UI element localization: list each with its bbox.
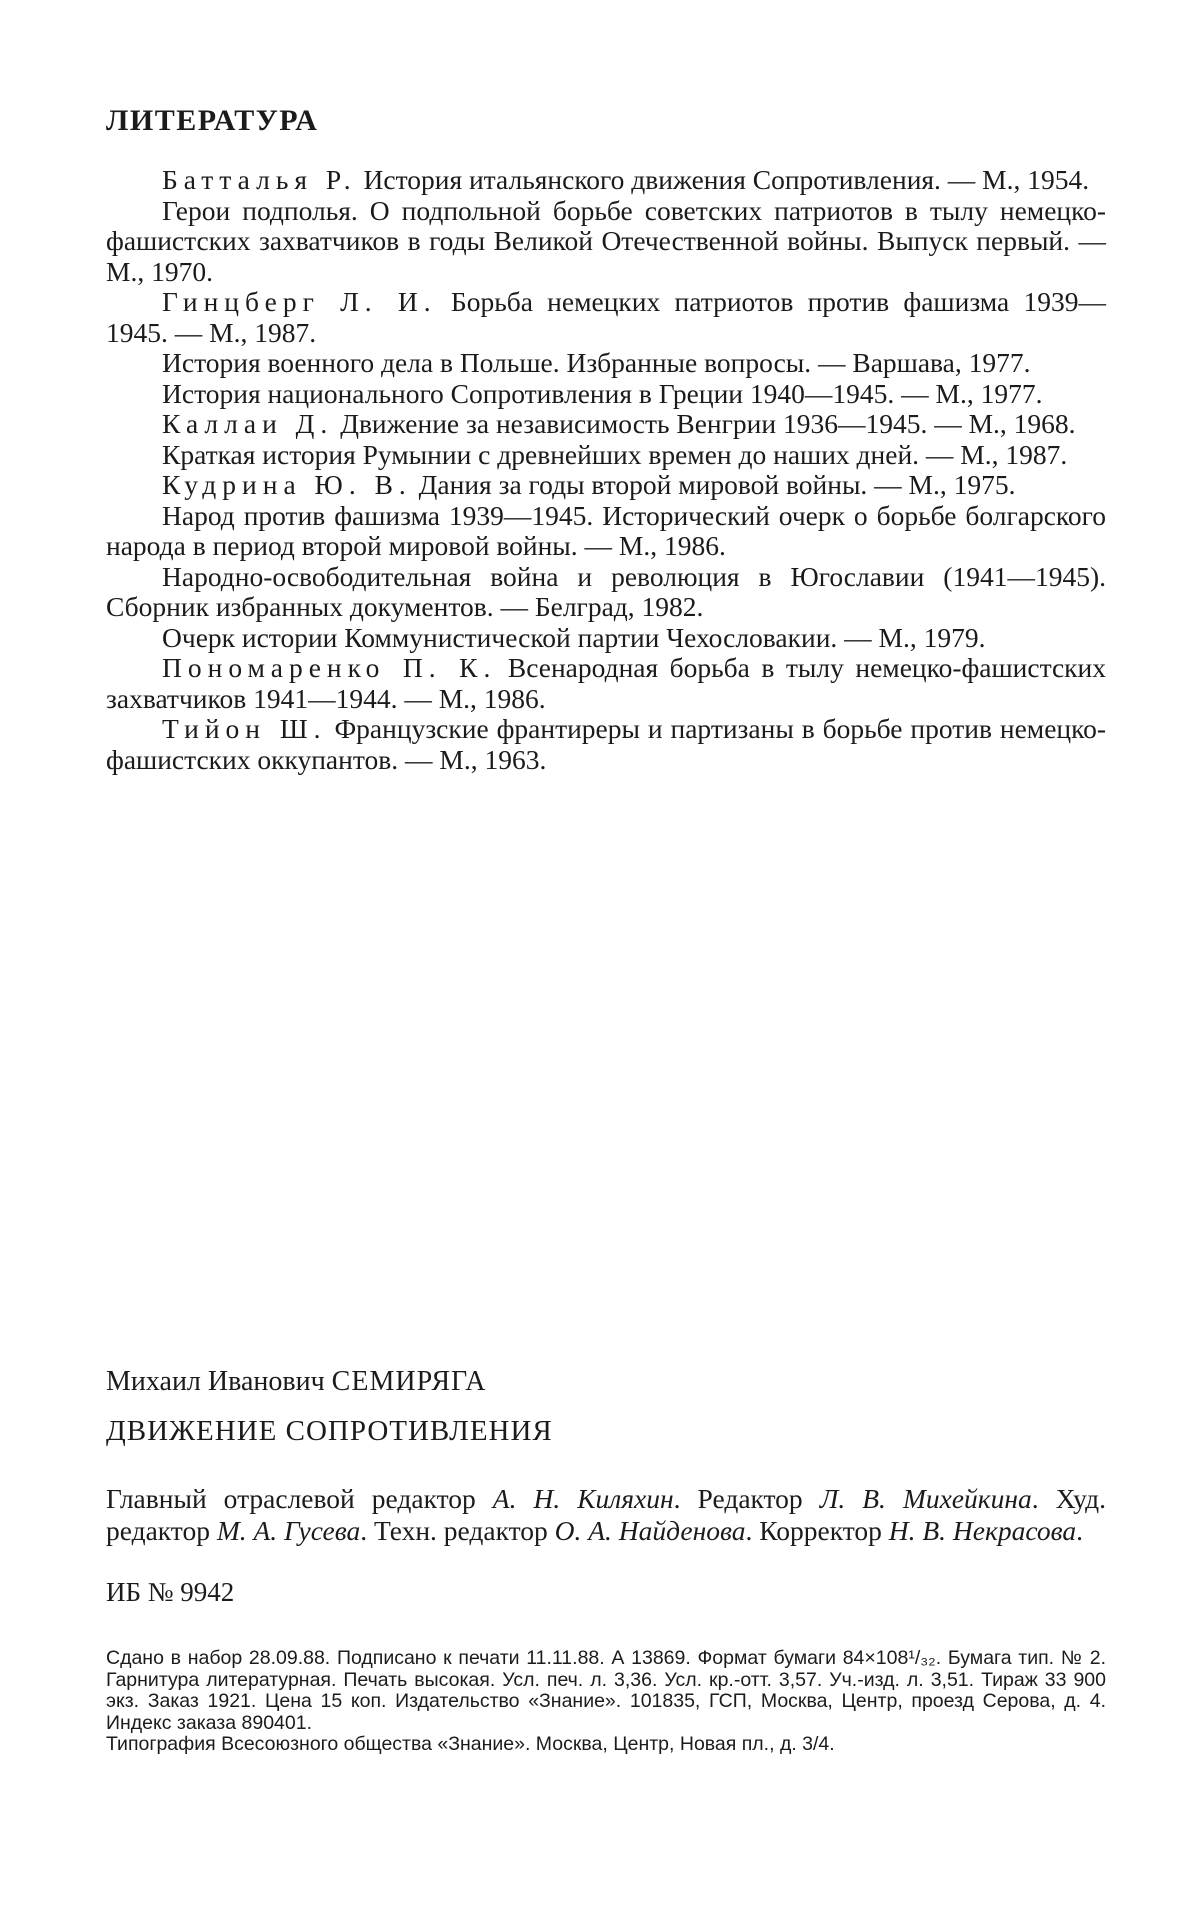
tech-editor-label: Техн. редактор: [374, 1515, 548, 1546]
ib-number: ИБ № 9942: [106, 1577, 235, 1607]
book-author: [106, 1365, 1106, 1399]
bibliography-entry: [106, 409, 1106, 440]
tech-editor-name: О. А. Найденова: [554, 1515, 746, 1546]
chief-editor-label: Главный отраслевой редактор: [106, 1483, 476, 1514]
bibliography-entry: [106, 348, 1106, 379]
colophon: [106, 1365, 1106, 1756]
entry-text: Народно-освободительная война и революция в Югославии (1941—1945). Сборник избранных документов. — Белград, 1982.: [106, 560, 1106, 622]
entry-text: Очерк истории Коммунистической партии Чехословакии. — М., 1979.: [162, 621, 986, 653]
entry-author: Каллаи Д.: [162, 408, 334, 439]
bibliography-entry: [106, 196, 1106, 288]
entry-text: История военного дела в Польше. Избранные вопросы. — Варшава, 1977.: [162, 347, 1031, 378]
chief-editor-name: А. Н. Киляхин: [492, 1483, 674, 1514]
entry-author: Батталья Р.: [162, 164, 357, 195]
bibliography-entry: [106, 653, 1106, 714]
entry-text: Всенародная борьба в тылу немецко-фашистских захватчиков 1941—1944. — М., 1986.: [106, 652, 1106, 714]
entry-author: Кудрина Ю. В.: [162, 469, 412, 500]
entry-text: Борьба немецких патриотов против фашизма 1939—1945. — М., 1987.: [106, 286, 1106, 348]
bibliography-entry: [106, 623, 1106, 654]
entry-text: Дания за годы второй мировой войны. — М., 1975.: [411, 469, 1016, 500]
entry-author: Гинцберг Л. И.: [162, 286, 437, 317]
entry-text: Герои подполья. О подпольной борьбе советских патриотов в тылу немецко-фашистских захватчиков в годы Великой Отечественной войны. Выпуск первый. — М., 1970.: [106, 194, 1106, 287]
bibliography-entry: [106, 287, 1106, 348]
proofreader-label: Корректор: [759, 1515, 882, 1546]
bibliography-entry: [106, 379, 1106, 410]
bibliography-entry: [106, 470, 1106, 501]
bibliography-entry: [106, 714, 1106, 775]
editorial-credits: Главный отраслевой редактор А. Н. Киляхин. Редактор Л. В. Михейкина. Худ. редактор М. А. Гусева. Техн. редактор О. А. Найденова. Корректор Н. В. Некрасова.: [106, 1483, 1107, 1546]
imprint-text: Сдано в набор 28.09.88. Подписано к печати 11.11.88. А 13869. Формат бумаги 84×108¹/₃₂. Бумага тип. № 2. Гарнитура литературная. Печать высокая. Усл. печ. л. 3,36. Усл. кр.-отт. 3,57. Уч.-изд. л. 3,51. Тираж 33 900 экз. Заказ 1921. Цена 15 коп. Издательство «Знание». 101835, ГСП, Москва, Центр, проезд Серова, д. 4. Индекс заказа 890401.: [106, 1647, 1106, 1734]
entry-text: Народ против фашизма 1939—1945. Исторический очерк о борьбе болгарского народа в период второй мировой войны. — М., 1986.: [106, 499, 1106, 561]
literature-heading: ЛИТЕРАТУРА: [106, 104, 319, 137]
bibliography-entry: [106, 501, 1106, 562]
entry-text: Французские франтиреры и партизаны в борьбе против немецко-фашистских оккупантов. — М., 1963.: [106, 713, 1106, 775]
bibliography-list: [106, 165, 1106, 775]
art-editor-label: Худ. редактор: [106, 1483, 1107, 1546]
proofreader-name: Н. В. Некрасова: [888, 1515, 1077, 1546]
bibliography-entry: [106, 562, 1106, 623]
entry-text: История национального Сопротивления в Греции 1940—1945. — М., 1977.: [162, 377, 1043, 409]
editor-label: Редактор: [697, 1483, 803, 1514]
book-title: ДВИЖЕНИЕ СОПРОТИВЛЕНИЯ: [106, 1415, 553, 1447]
author-surname: СЕМИРЯГА: [331, 1366, 487, 1397]
imprint-details: [106, 1648, 1106, 1756]
art-editor-name: М. А. Гусева: [216, 1515, 361, 1546]
bibliography-entry: [106, 165, 1106, 196]
entry-author: Тийон Ш.: [162, 713, 327, 744]
bibliography-entry: [106, 440, 1106, 471]
entry-author: Пономаренко П. К.: [162, 652, 497, 683]
entry-text: Краткая история Румынии с древнейших времен до наших дней. — М., 1987.: [162, 438, 1068, 470]
entry-text: История итальянского движения Сопротивления. — М., 1954.: [356, 164, 1090, 195]
author-given-names: Михаил Иванович: [106, 1366, 325, 1397]
entry-text: Движение за независимость Венгрии 1936—1945. — М., 1968.: [333, 408, 1076, 439]
printer-text: Типография Всесоюзного общества «Знание». Москва, Центр, Новая пл., д. 3/4.: [106, 1733, 835, 1755]
editor-name: Л. В. Михейкина: [819, 1483, 1032, 1514]
